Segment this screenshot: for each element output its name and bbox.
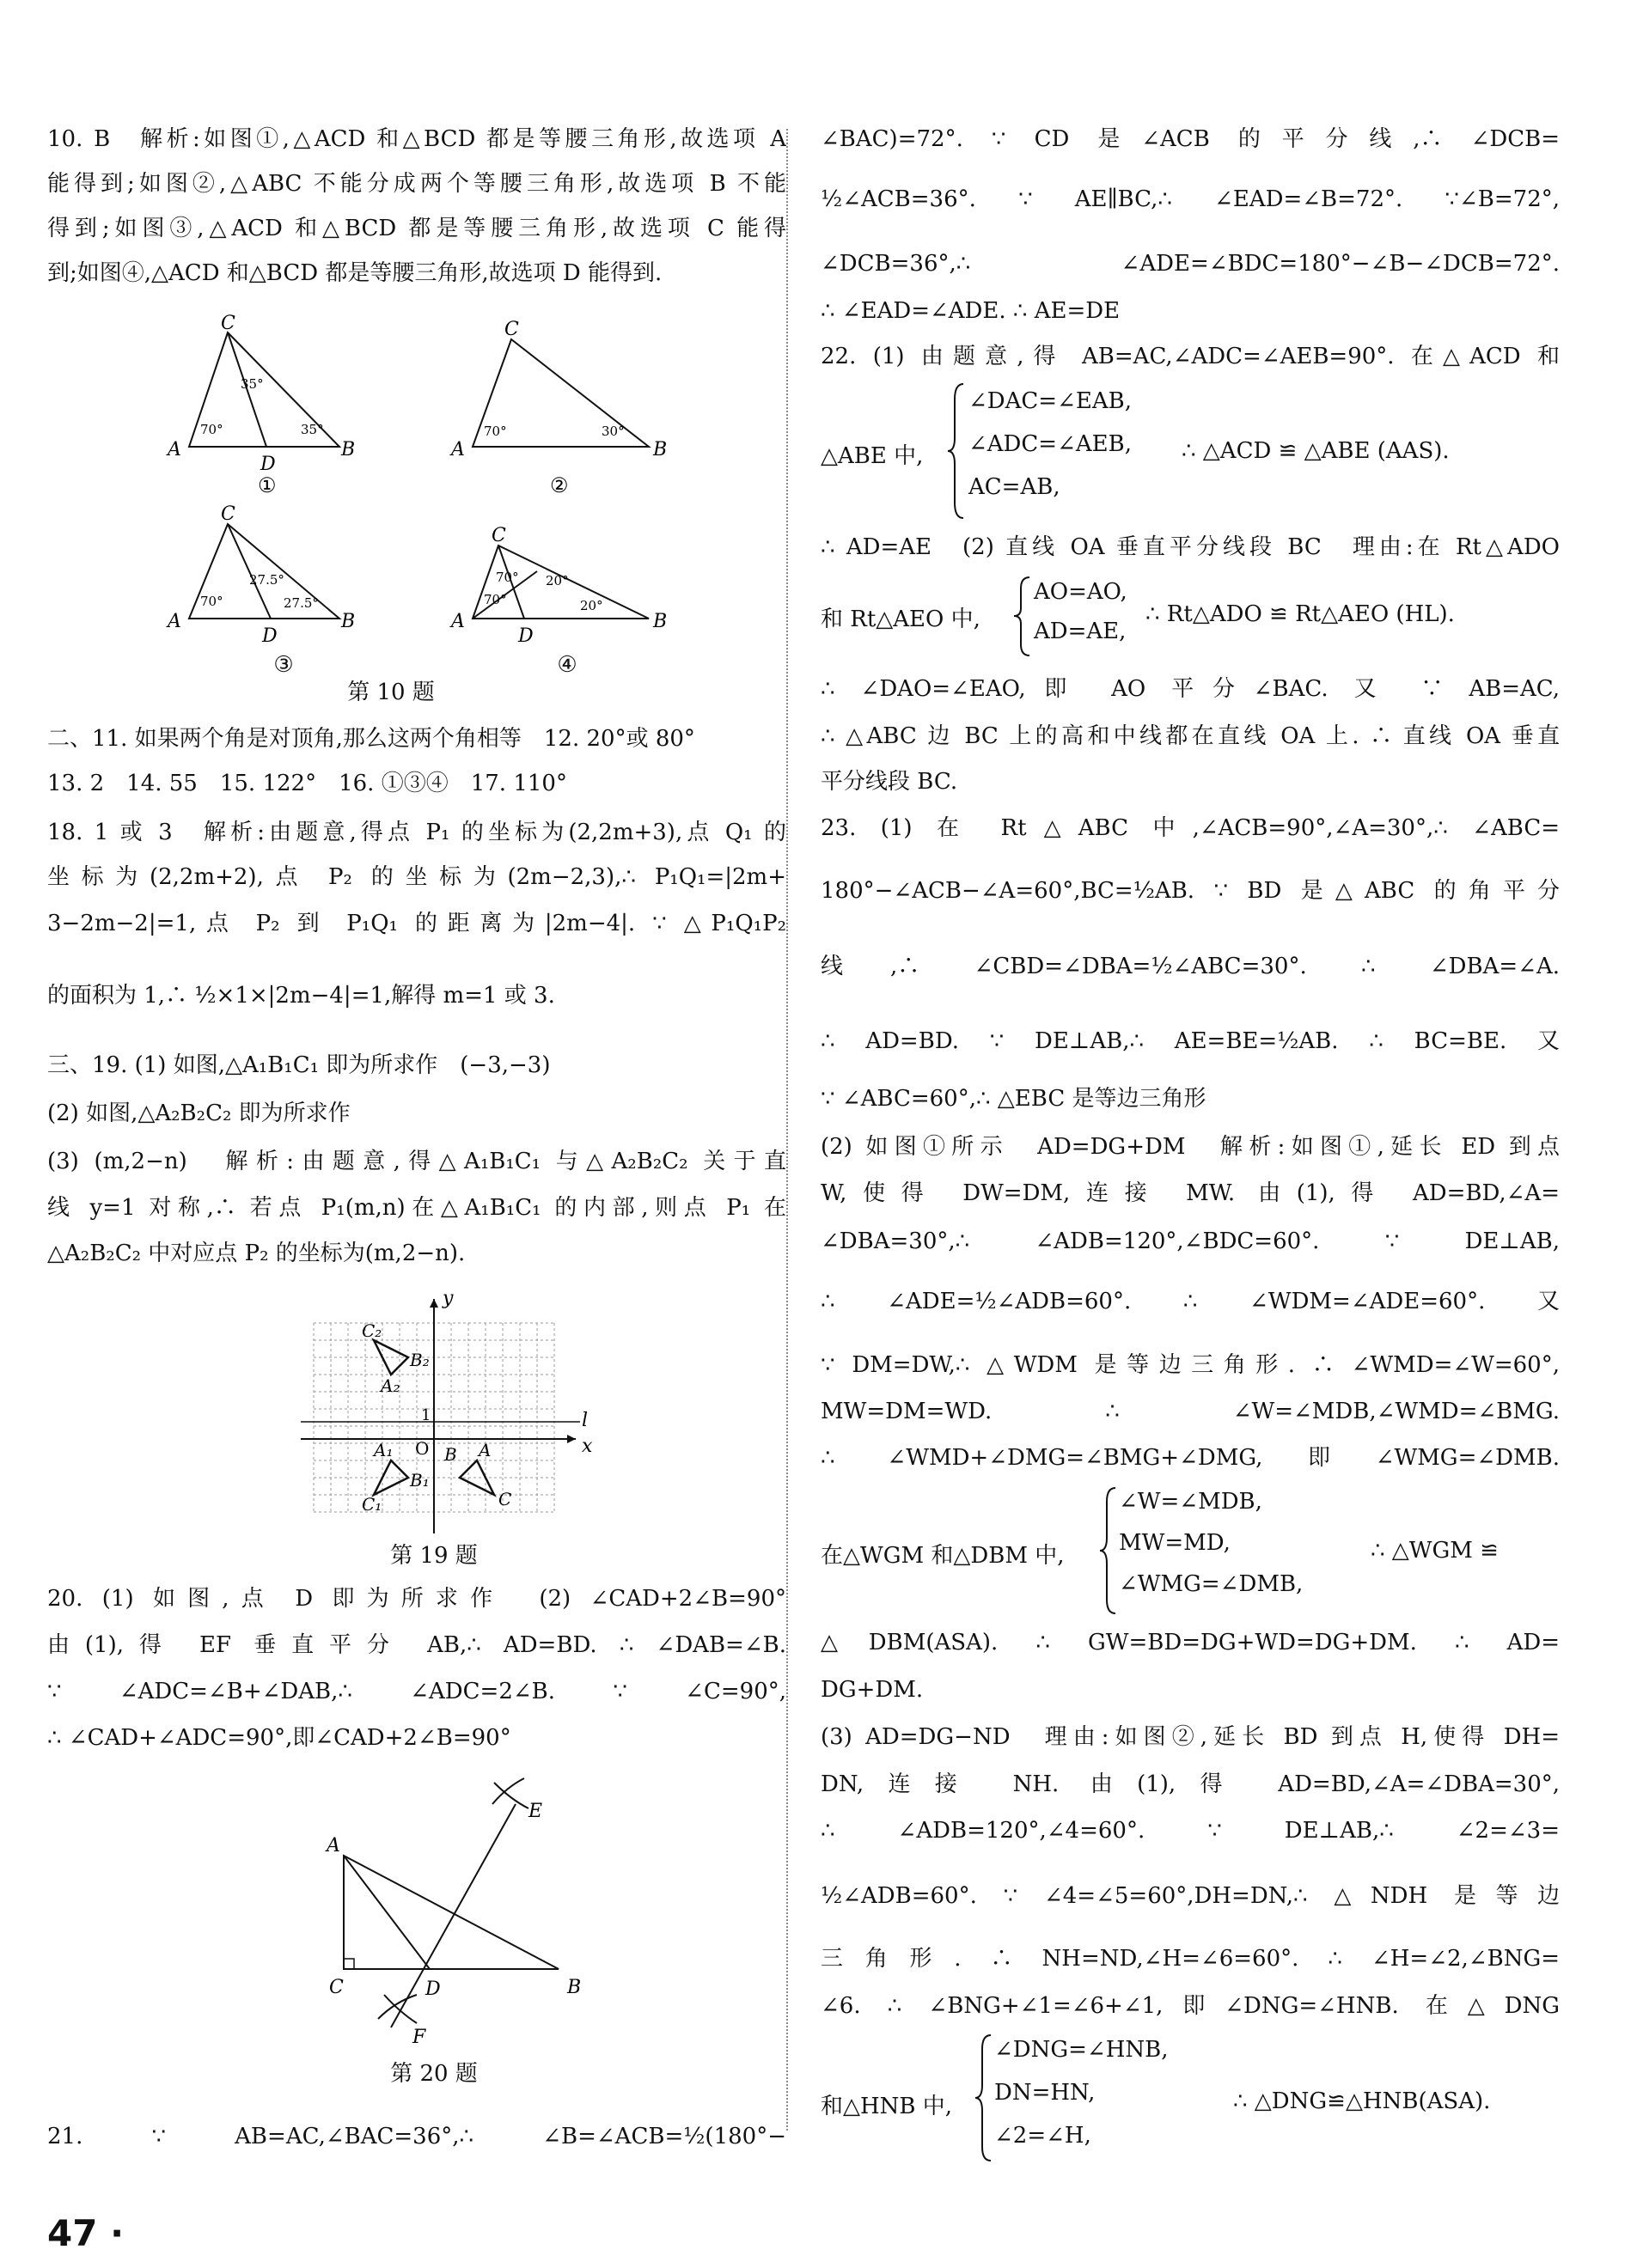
- text-line: 10. B 解析:如图①,△ACD 和△BCD 都是等腰三角形,故选项 A: [47, 126, 786, 152]
- text-line: (3) (m,2−n) 解析:由题意,得△A₁B₁C₁ 与△A₂B₂C₂ 关于直: [47, 1149, 786, 1174]
- text-line: ∴ ∠WMD+∠DMG=∠BMG+∠DMG,即∠WMG=∠DMB.: [821, 1445, 1560, 1471]
- svg-text:y: y: [443, 1288, 454, 1309]
- svg-text:B: B: [567, 1977, 582, 1998]
- svg-text:B₂: B₂: [410, 1350, 430, 1370]
- figure-caption: 第 20 题: [390, 2061, 478, 2087]
- text-line: DN,连接 NH. 由(1),得 AD=BD,∠A=∠DBA=30°,: [821, 1771, 1560, 1797]
- svg-text:20°: 20°: [546, 573, 569, 588]
- text-line: 22. (1) 由题意,得 AB=AC,∠ADC=∠AEB=90°. 在△ACD 和: [821, 344, 1560, 369]
- text-line: ∴ △ABC 边 BC 上的高和中线都在直线 OA 上. ∴ 直线 OA 垂直: [821, 723, 1560, 749]
- svg-text:E: E: [528, 1801, 543, 1822]
- text-line: ∠DBA=30°,∴ ∠ADB=120°,∠BDC=60°. ∵ DE⊥AB,: [821, 1228, 1560, 1254]
- text-line: ∴ ∠EAD=∠ADE. ∴ AE=DE: [821, 298, 1121, 324]
- svg-text:D: D: [425, 1978, 441, 2000]
- text-line: ∠6. ∴ ∠BNG+∠1=∠6+∠1,即∠DNG=∠HNB. 在△DNG: [821, 1993, 1560, 2019]
- svg-text:A: A: [168, 611, 181, 632]
- figure-10-sub1: [166, 314, 355, 497]
- svg-text:D: D: [262, 625, 278, 647]
- svg-text:F: F: [412, 2027, 426, 2048]
- text-line: ∴ AD=AE (2) 直线 OA 垂直平分线段 BC 理由:在 Rt△ADO: [821, 534, 1560, 560]
- text-line: (3) AD=DG−ND 理由:如图②,延长 BD 到点 H,使得 DH=: [821, 1724, 1560, 1750]
- svg-text:70°: 70°: [496, 570, 519, 585]
- text-line: △A₂B₂C₂ 中对应点 P₂ 的坐标为(m,2−n).: [47, 1241, 466, 1266]
- figure-10-sub3: [166, 503, 355, 647]
- point-label: B: [341, 439, 356, 460]
- text-line: 平分线段 BC.: [821, 769, 958, 795]
- text-line: (2) 如图,△A₂B₂C₂ 即为所求作: [47, 1100, 351, 1126]
- angle-label: 35°: [241, 376, 264, 392]
- figure-10: [159, 314, 692, 657]
- text-line: △DBM(ASA). ∴ GW=BD=DG+WD=DG+DM. ∴ AD=: [821, 1630, 1560, 1655]
- text-line: 23. (1) 在 Rt△ABC 中,∠ACB=90°,∠A=30°,∴ ∠ABC=: [821, 815, 1560, 841]
- figure-10-sub4: [449, 525, 667, 647]
- sub-figure-label: ③: [273, 652, 294, 678]
- text-line: ½∠ACB=36°. ∵ AE∥BC,∴ ∠EAD=∠B=72°. ∵∠B=72°,: [821, 186, 1560, 212]
- system-brace: 和 Rt△AEO 中, AO=AO, AD=AE, ∴ Rt△ADO ≌ Rt△AEO (HL).: [821, 574, 1560, 660]
- svg-text:C₂: C₂: [362, 1320, 382, 1341]
- system-brace: 在△WGM 和△DBM 中, ∠W=∠MDB, MW=MD, ∠WMG=∠DMB, ∴ △WGM ≌: [821, 1485, 1560, 1622]
- text-line: ∴ ∠ADE=½∠ADB=60°. ∴ ∠WDM=∠ADE=60°. 又: [821, 1289, 1560, 1314]
- point-label: C: [221, 314, 235, 334]
- system-brace: △ABE 中, ∠DAC=∠EAB, ∠ADC=∠AEB, AC=AB, ∴ △ACD ≌ △ABE (AAS).: [821, 378, 1560, 524]
- figure-caption: 第 19 题: [390, 1543, 478, 1569]
- svg-text:C: C: [504, 319, 519, 340]
- text-line: 线 y=1 对称,∴ 若点 P₁(m,n)在△A₁B₁C₁ 的内部,则点 P₁ 在: [47, 1195, 786, 1221]
- text-line: 二、11. 如果两个角是对顶角,那么这两个角相等 12. 20°或 80°: [47, 726, 695, 752]
- point-label: A: [168, 439, 181, 460]
- text-line: ∵ DM=DW,∴ △WDM 是等边三角形. ∴ ∠WMD=∠W=60°,: [821, 1352, 1560, 1378]
- page-number: 47 ·: [47, 2212, 125, 2254]
- svg-text:27.5°: 27.5°: [249, 572, 284, 588]
- svg-text:20°: 20°: [580, 598, 603, 613]
- text-line: ∴ ∠DAO=∠EAO,即 AO 平分∠BAC. 又 ∵ AB=AC,: [821, 676, 1560, 702]
- figure-10-sub2: [449, 319, 667, 497]
- text-line: 21. ∵ AB=AC,∠BAC=36°,∴ ∠B=∠ACB=½(180°−: [47, 2124, 786, 2149]
- text-line: 180°−∠ACB−∠A=60°,BC=½AB. ∵ BD 是△ABC 的角平分: [821, 878, 1560, 904]
- svg-text:B: B: [444, 1444, 457, 1465]
- sub-figure-label: ①: [258, 473, 277, 497]
- svg-text:27.5°: 27.5°: [284, 595, 319, 611]
- svg-text:B: B: [653, 611, 668, 632]
- svg-text:B₁: B₁: [410, 1470, 430, 1491]
- text-line: 线,∴ ∠CBD=∠DBA=½∠ABC=30°. ∴ ∠DBA=∠A.: [821, 954, 1560, 979]
- text-line: ∴ ∠ADB=120°,∠4=60°. ∵ DE⊥AB,∴ ∠2=∠3=: [821, 1818, 1560, 1844]
- text-line: 三角形. ∴ NH=ND,∠H=∠6=60°. ∴ ∠H=∠2,∠BNG=: [821, 1946, 1560, 1972]
- svg-text:②: ②: [550, 473, 569, 497]
- angle-label: 35°: [301, 422, 324, 437]
- text-line: 20. (1) 如图,点 D 即为所求作 (2) ∠CAD+2∠B=90°: [47, 1586, 786, 1612]
- text-line: 得到;如图③,△ACD 和△BCD 都是等腰三角形,故选项 C 能得: [47, 216, 786, 241]
- text-line: ∵ ∠ADC=∠B+∠DAB,∴ ∠ADC=2∠B. ∵ ∠C=90°,: [47, 1679, 786, 1704]
- column-divider: [786, 129, 788, 2131]
- svg-text:A: A: [451, 439, 465, 460]
- text-line: MW=DM=WD. ∴ ∠W=∠MDB,∠WMD=∠BMG.: [821, 1399, 1560, 1424]
- svg-text:A: A: [327, 1835, 340, 1856]
- svg-text:O: O: [415, 1438, 430, 1459]
- text-line: 13. 2 14. 55 15. 122° 16. ①③④ 17. 110°: [47, 771, 567, 796]
- svg-text:1: 1: [421, 1406, 431, 1424]
- text-line: ∵ ∠ABC=60°,∴ △EBC 是等边三角形: [821, 1086, 1206, 1112]
- figure-caption: 第 10 题: [347, 680, 435, 705]
- svg-text:C₁: C₁: [362, 1494, 382, 1515]
- svg-text:C: C: [221, 503, 235, 525]
- svg-text:B: B: [341, 611, 356, 632]
- sub-figure-label: ④: [557, 652, 577, 678]
- figure-19: [262, 1280, 606, 1542]
- text-line: 到;如图④,△ACD 和△BCD 都是等腰三角形,故选项 D 能得到.: [47, 260, 663, 286]
- text-line: ∠DCB=36°,∴ ∠ADE=∠BDC=180°−∠B−∠DCB=72°.: [821, 251, 1560, 277]
- text-line: 18. 1 或 3 解析:由题意,得点 P₁ 的坐标为(2,2m+3),点 Q₁ 的: [47, 820, 786, 845]
- text-line: 坐标为(2,2m+2),点 P₂ 的坐标为(2m−2,3),∴ P₁Q₁=|2m+: [47, 864, 786, 890]
- svg-text:A₂: A₂: [381, 1375, 400, 1396]
- svg-text:C: C: [329, 1977, 344, 1998]
- svg-text:70°: 70°: [484, 424, 507, 439]
- text-line: ½∠ADB=60°. ∵ ∠4=∠5=60°,DH=DN,∴ △NDH 是等边: [821, 1883, 1560, 1909]
- text-line: 三、19. (1) 如图,△A₁B₁C₁ 即为所求作 (−3,−3): [47, 1052, 551, 1078]
- svg-text:C: C: [492, 525, 506, 546]
- svg-text:70°: 70°: [200, 594, 223, 609]
- text-line: 的面积为 1,∴ ½×1×|2m−4|=1,解得 m=1 或 3.: [47, 983, 555, 1009]
- text-line: ∠BAC)=72°. ∵ CD 是∠ACB 的平分线,∴ ∠DCB=: [821, 126, 1560, 152]
- svg-text:D: D: [518, 625, 534, 647]
- system-brace: 和△HNB 中, ∠DNG=∠HNB, DN=HN, ∠2=∠H, ∴ △DNG≌△HNB(ASA).: [821, 2032, 1560, 2169]
- text-line: (2) 如图①所示 AD=DG+DM 解析:如图①,延长 ED 到点: [821, 1134, 1560, 1160]
- point-label: D: [260, 454, 276, 475]
- svg-text:B: B: [653, 439, 668, 460]
- angle-label: 70°: [200, 422, 223, 437]
- text-line: W,使得 DW=DM,连接 MW. 由(1),得 AD=BD,∠A=: [821, 1180, 1560, 1206]
- text-line: DG+DM.: [821, 1677, 924, 1703]
- figure-20: [271, 1770, 614, 2053]
- svg-text:x: x: [582, 1436, 593, 1457]
- text-line: 3−2m−2|=1,点 P₂ 到 P₁Q₁ 的距离为|2m−4|. ∵ △P₁Q₁P₂: [47, 911, 786, 936]
- text-line: ∴ ∠CAD+∠ADC=90°,即∠CAD+2∠B=90°: [47, 1725, 511, 1751]
- text-line: 能得到;如图②,△ABC 不能分成两个等腰三角形,故选项 B 不能: [47, 171, 786, 197]
- svg-text:l: l: [582, 1410, 589, 1431]
- svg-text:A: A: [451, 611, 465, 632]
- svg-text:A: A: [479, 1440, 492, 1460]
- svg-text:A₁: A₁: [374, 1440, 394, 1460]
- svg-text:C: C: [498, 1489, 512, 1509]
- text-line: 由(1),得 EF 垂直平分 AB,∴ AD=BD. ∴ ∠DAB=∠B.: [47, 1632, 786, 1658]
- text-line: ∴ AD=BD. ∵ DE⊥AB,∴ AE=BE=½AB. ∴ BC=BE. 又: [821, 1028, 1560, 1054]
- svg-text:30°: 30°: [602, 424, 625, 439]
- svg-text:70°: 70°: [484, 592, 507, 607]
